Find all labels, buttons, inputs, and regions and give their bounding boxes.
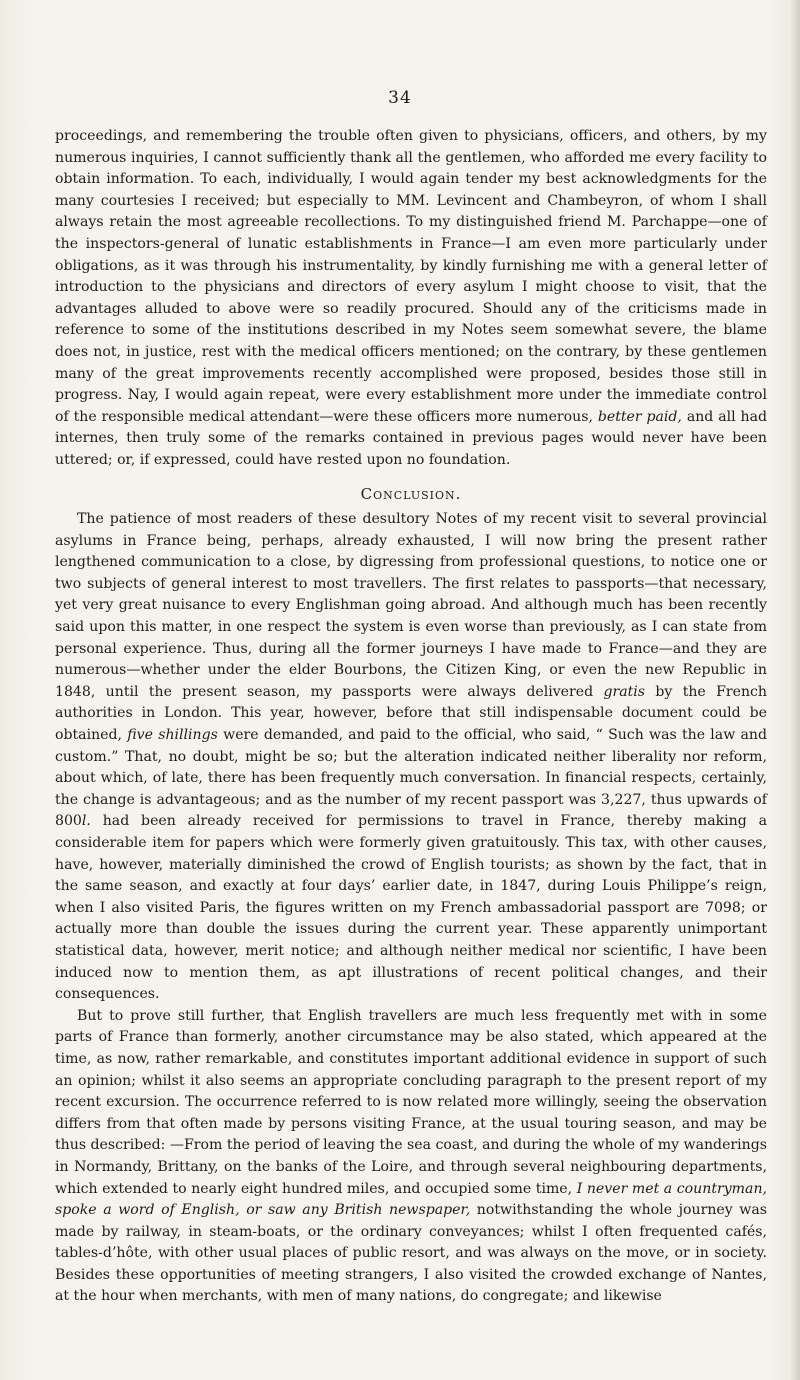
paragraph-text: But to prove still further, that English travellers are much less frequently met with in some parts of France than formerly, another circumstance may be also stated, which appeared at the time, as now, rather remarkable, and constitutes important additional evidence in support of such an opinion; whilst it also seems an appropriate concluding paragraph to the present report of my recent excursion. The occurrence referred to is now related more willingly, seeing the observation differs from that often made by persons visiting France, at the usual touring season, and may be thus described: —From the period of leaving the sea coast, and during the whole of my wanderings in Normandy, Brittany, on the banks of the Loire, and through several neighbouring departments, which extended to nearly eight hundred miles, and occupied some time, <box>55 1007 767 1197</box>
paragraph-text: notwithstanding the whole journey was made by railway, in steam-boats, or the ordinary conveyances; whilst I often frequented cafés, tables-d’hôte, with other usual places of public resort, and was always on the move, or in society. Besides these opportunities of meeting strangers, I also visited the crowded exchange of Nantes, at the hour when merchants, with men of many nations, do congregate; and likewise <box>55 1202 767 1305</box>
section-heading-conclusion: Conclusion. <box>360 484 462 503</box>
paragraph-text: proceedings, and remembering the trouble often given to physicians, officers, and others, by my numerous inquiries, I cannot sufficiently thank all the gentlemen, who afforded me every facility to obtain information. To each, individually, I would again tender my best acknowledgments for the many courtesies I received; but especially to MM. Levincent and Chambeyron, of whom I shall always retain the most agreeable recollections. To my distinguished friend M. Parchappe—one of the inspectors-general of lunatic establishments in France—I am even more particularly under obligations, as it was through his instrumentality, by kindly furnishing me with a general letter of introduction to the physicians and directors of every asylum I might choose to visit, that the advantages alluded to above were so readily procured. Should any of the criticisms made in reference to some of the institutions described in my Notes seem somewhat severe, the blame does not, in justice, rest with the medical officers mentioned; on the contrary, by these gentlemen many of the great improvements recently accomplished were proposed, besides those still in progress. Nay, I would again repeat, were every establishment more under the immediate control of the responsible medical attendant—were these officers more numerous, <box>55 128 767 425</box>
paragraph-text: and all had internes, then truly some of the remarks contained in previous pages would never have been uttered; or, if expressed, could have rested upon no foundation. <box>55 408 767 468</box>
paragraph-travellers <box>55 1006 767 1308</box>
page-number: 34 <box>388 88 412 108</box>
italic-word: gratis <box>603 683 646 700</box>
paragraph-text: by the French authorities in London. This year, however, before that still indispensable document could be obtained, <box>55 683 768 744</box>
italic-phrase: I never met a countryman, spoke a word of English, or saw any British newspaper, <box>55 1180 767 1219</box>
page-body <box>55 126 767 1308</box>
paragraph-text: were demanded, and paid to the official, who said, “ Such was the law and custom.” That, no doubt, might be so; but the alteration indicated neither liberality nor reform, about which, of late, there has been frequently much conversation. In financial respects, certainly, the change is advantageous; and as the number of my recent passport was 3,227, thus upwards of 800 <box>55 727 767 830</box>
scan-shadow-edge <box>790 0 800 1380</box>
paragraph-passports <box>55 509 767 1006</box>
paragraph-text: had been already received for permissions to travel in France, thereby making a considerable item for papers which were formerly given gratuitously. This tax, with other causes, have, however, materially diminished the crowd of English tourists; as shown by the fact, that in the same season, and exactly at four days’ earlier date, in 1847, during Louis Philippe’s reign, when I also visited Paris, the figures written on my French ambassadorial passport are 7098; or actually more than double the issues during the current year. These apparently unimportant statistical data, however, merit notice; and although neither medical nor scientific, I have been induced now to mention them, as apt illustrations of recent political changes, and their consequences. <box>55 813 767 1003</box>
paragraph-acknowledgments <box>55 126 767 472</box>
italic-phrase: better paid, <box>597 408 682 425</box>
italic-phrase: five shillings <box>127 727 218 744</box>
italic-pound-sign: l. <box>81 813 91 830</box>
paragraph-text: The patience of most readers of these desultory Notes of my recent visit to several provincial asylums in France being, perhaps, already exhausted, I will now bring the present rather lengthened communication to a close, by digressing from professional questions, to notice one or two subjects of general interest to most travellers. The first relates to passports—that necessary, yet very great nuisance to every Englishman going abroad. And although much has been recently said upon this matter, in one respect the system is even worse than previously, as I can state from personal experience. Thus, during all the former journeys I have made to France—and they are numerous—whether under the elder Bourbons, the Citizen King, or even the new Republic in 1848, until the present season, my passports were always delivered <box>55 511 767 700</box>
